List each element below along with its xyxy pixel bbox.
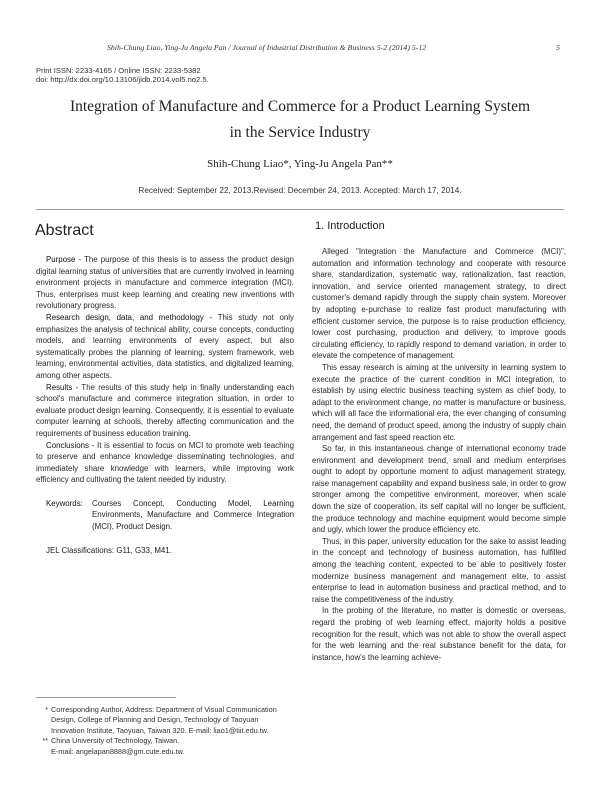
title-line-1: Integration of Manufacture and Commerce for a Product Learning System — [69, 98, 531, 115]
abstract-conclusions — [36, 440, 294, 486]
footnote-2 — [36, 736, 294, 757]
running-title: Shih-Chung Liao, Ying-Ju Angela Pan / Journal of Industrial Distribution & Business 5-2 (2014) 5-12 — [107, 43, 427, 52]
intro-paragraph-4: Thus, in this paper, university education for the sake to assist leading in the concept and technology of business automation, has fulfilled among the teaching content, expected to be able to positively foster modernize business management and management elite, to assist enterprise to lead in automation business and practical method, and to raise the competitiveness of the industry. — [312, 536, 566, 604]
footnote-2-email: E-mail: angelapan8888@gm.cute.edu.tw. — [51, 746, 185, 756]
footnotes — [36, 705, 294, 757]
jel-classifications — [36, 545, 294, 557]
abstract-design — [36, 312, 294, 382]
footnote-2-affiliation: China University of Technology, Taiwan. — [51, 736, 180, 746]
purpose-label: Purpose — [46, 255, 76, 264]
header-divider — [36, 209, 564, 210]
footnote-2-mark: ** — [42, 736, 48, 746]
received-dates: Received: September 22, 2013.Revised: December 24, 2013. Accepted: March 17, 2014. — [138, 186, 462, 195]
paper-title — [30, 94, 570, 146]
issn-line: Print ISSN: 2233-4165 / Online ISSN: 2233-5382 — [36, 66, 201, 75]
abstract-column — [36, 222, 294, 556]
footnote-1 — [36, 705, 294, 736]
intro-paragraph-2: This essay research is aiming at the university in learning system to execute the practice of the current condition in MCI integration, to establish by using electric business teaching system as chief body, to adapt to the environment change, no matter is manufacture or business, which will all face the informational era, the ever changing of consuming need, the demand of product speed, among the industry of supply chain arrangement and fast speed reaction etc. — [312, 362, 566, 442]
page-number: 5 — [556, 43, 560, 52]
intro-paragraph-5: In the probing of the literature, no matter is domestic or overseas, regard the probing of web learning effect, majority holds a positive recognition for the result, which was not able to show the overall aspect for the web learning and the real substance benefit for the data, for instance, how's the learning achieve- — [312, 606, 566, 662]
abstract-purpose — [36, 254, 294, 312]
title-line-2: in the Service Industry — [229, 124, 371, 141]
jel-text: G11, G33, M41. — [114, 545, 172, 555]
abstract-heading: Abstract — [35, 222, 94, 239]
footnote-2-text — [51, 736, 294, 757]
footnote-1-mark: * — [45, 705, 48, 714]
authors: Shih-Chung Liao*, Ying-Ju Angela Pan** — [207, 158, 393, 170]
intro-paragraph-3: So far, in this instantaneous change of international economy trade environment and development trend, small and medium enterprises ought to adopt by opportune moment to adjust management strategy, raise management capability and expand business sale, in order to grow stronger among the competitive environment, moreover, when scale down the size of cooperation, its self capital will no longer be sufficient, the produce technology and machine equipment would become simple and ugly, which lower the produce efficiency etc. — [312, 444, 566, 535]
jel-label: JEL Classifications: — [46, 545, 115, 555]
design-text: - This study not only emphasizes the analysis of technical ability, course concepts, conducting models, and learning environments of every aspect, but also systematically probes the planning of learning, system framework, web learning, environmental activities, data statistics, and digitalized learning, among other aspects. — [36, 312, 294, 380]
keywords-text: Courses Concept, Conducting Model, Learning Environments, Manufacture and Commerce Integration (MCI), Product Design. — [92, 498, 294, 532]
footnote-divider — [36, 697, 176, 698]
conclusions-label: Conclusions — [46, 440, 89, 450]
doi-line: doi: http://dx.doi.org/10.13106/jidb.2014.vol5.no2.5. — [36, 75, 209, 84]
intro-paragraph-1: Alleged "Integration the Manufacture and Commerce (MCI)", automation and information technology and cooperate with resource share, standardization, systematic way, rationalization, fast reaction, innovation, and service oriented management strategy, to direct customer's demand rapidly through the supply chain system. Moreover by adopting e-purchase to realize fast product manufacturing with efficient customer service, the purpose is to raise production efficiency, lower cost purchasing, production and delivery, to improve goods circulating efficiency, to rapidly respond to demand variation, in order to elevate the competence of management. — [312, 247, 566, 361]
footnote-1-text: Corresponding Author, Address: Department of Visual Communication Design, College of Planning and Design, Technology of Taoyuan Innovation Institute, Taoyuan, Taiwan 320. E-mail: liao1@tiit.edu.tw. — [51, 705, 277, 735]
introduction-heading: 1. Introduction — [315, 220, 385, 232]
conclusions-text: - It is essential to focus on MCI to promote web teaching to preserve and enhance knowledge disseminating technologies, and immediately share knowledge with learners, while improving work efficiency and cultivating the talent needed by industry. — [36, 440, 294, 485]
results-label: Results — [46, 382, 73, 392]
design-label: Research design, data, and methodology — [46, 312, 204, 322]
introduction-column — [312, 220, 566, 663]
results-text: - The results of this study help in finally understanding each school's manufacture and commerce integration situation, in order to evaluate product design learning. Consequently, it is essential to evaluate computer learning at schools, thereby affecting communication and the requirements of business education training. — [36, 382, 294, 438]
keywords-label: Keywords: — [46, 498, 83, 508]
purpose-text: - The purpose of this thesis is to assess the product design digital learning status of universities that are currently involved in learning environment projects in manufacture and commerce integration (MCI). Thus, enterprises must keep learning and creating new inventions with revolutionary progress. — [36, 255, 294, 311]
abstract-results — [36, 382, 294, 440]
keywords — [36, 498, 294, 533]
publication-meta — [36, 66, 209, 84]
